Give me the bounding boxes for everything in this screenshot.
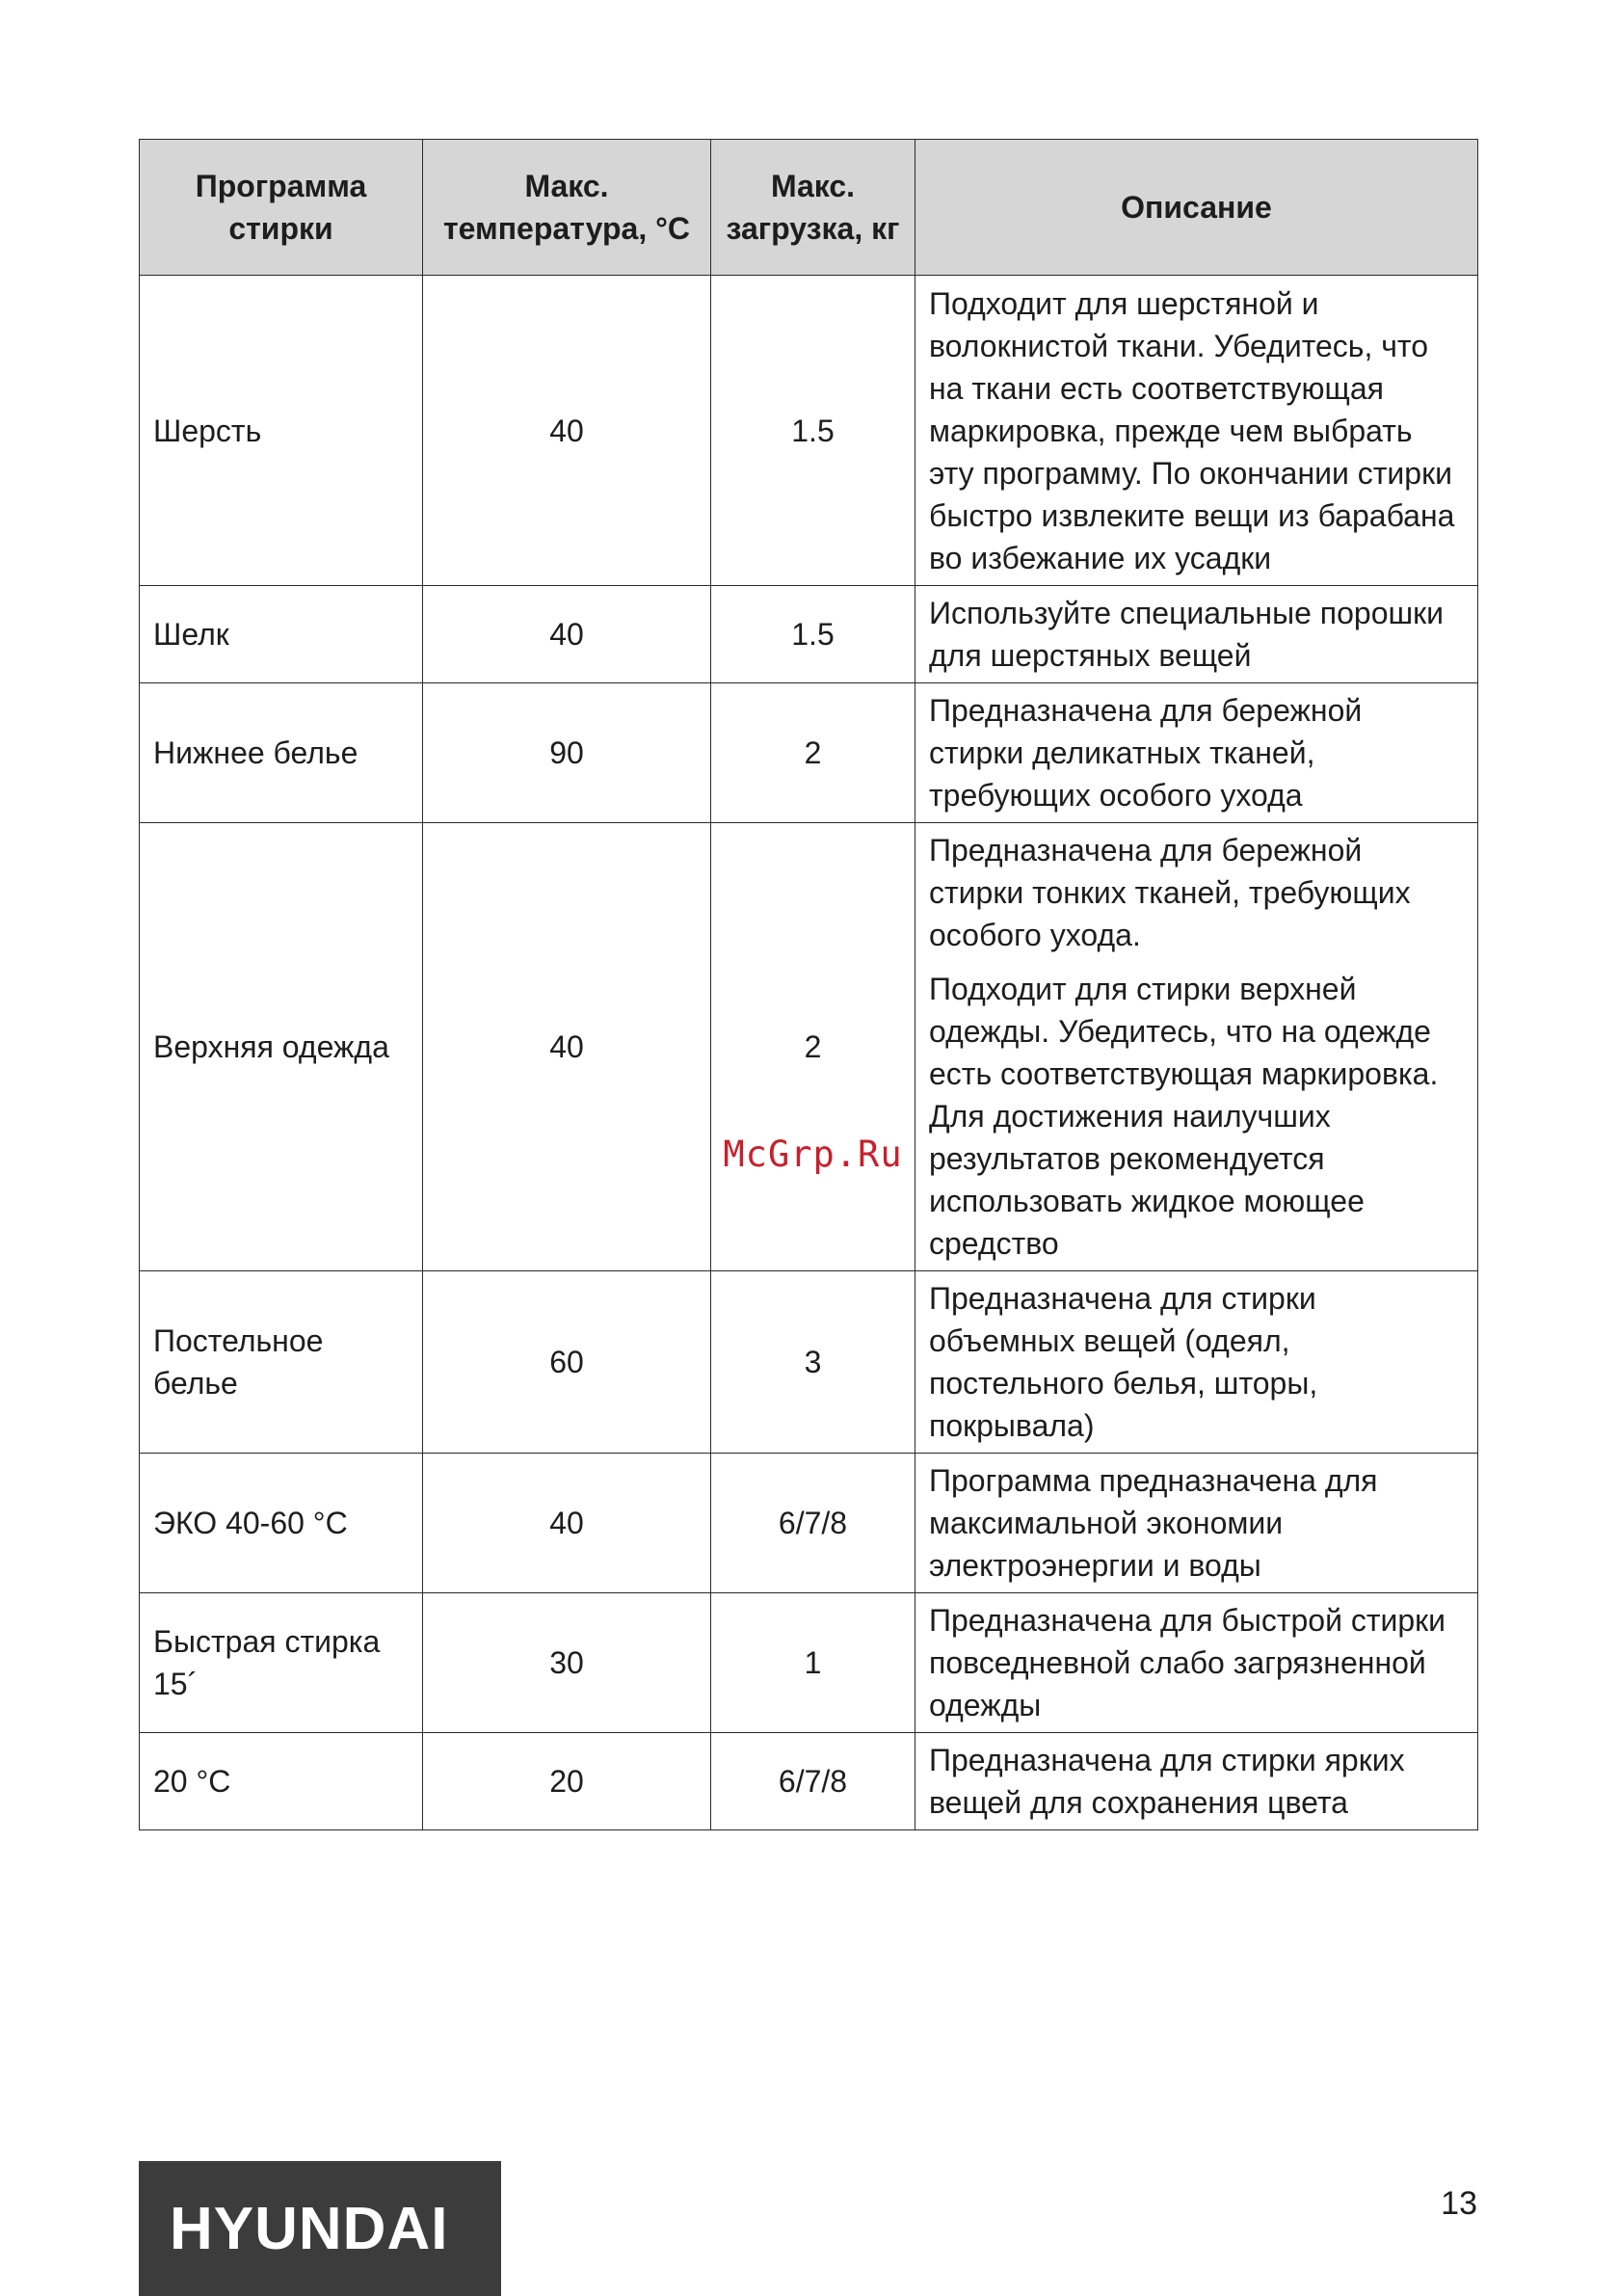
program-name: Верхняя одежда (140, 823, 423, 1271)
program-description (915, 276, 1478, 586)
program-name: ЭКО 40-60 °C (140, 1454, 423, 1593)
description-paragraph: Предназначена для стирки ярких вещей для сохранения цвета (929, 1743, 1405, 1820)
description-paragraph: Программа предназначена для максимальной экономии электроэнергии и воды (929, 1463, 1378, 1583)
max-temperature: 40 (423, 823, 711, 1271)
program-description (915, 683, 1478, 823)
header-max-load: Макс. загрузка, кг (711, 140, 915, 276)
wash-programs-table (139, 139, 1478, 1830)
description-paragraph: Предназначена для стирки объемных вещей (одеял, постельного белья, шторы, покрывала) (929, 1281, 1318, 1443)
description-paragraph: Подходит для стирки верхней одежды. Убедитесь, что на одежде есть соответствующая маркировка. Для достижения наилучших результатов рекомендуется использовать жидкое моющее средство (929, 972, 1439, 1261)
max-load: 6/7/8 (711, 1454, 915, 1593)
program-description (915, 823, 1478, 1271)
table-row (140, 1593, 1478, 1733)
max-load: 6/7/8 (711, 1733, 915, 1830)
max-load: 1.5 (711, 276, 915, 586)
program-description (915, 1454, 1478, 1593)
max-temperature: 40 (423, 276, 711, 586)
description-paragraph: Подходит для шерстяной и волокнистой ткани. Убедитесь, что на ткани есть соответствующая маркировка, прежде чем выбрать эту программу. По окончании стирки быстро извлеките вещи из барабана во избежание их усадки (929, 285, 1455, 575)
description-paragraph: Предназначена для бережной стирки тонких тканей, требующих особого ухода. (929, 833, 1411, 952)
max-temperature: 60 (423, 1271, 711, 1454)
program-name: Нижнее белье (140, 683, 423, 823)
header-description: Описание (915, 140, 1478, 276)
table-row (140, 276, 1478, 586)
program-name: Постельное белье (140, 1271, 423, 1454)
max-temperature: 20 (423, 1733, 711, 1830)
header-program: Программа стирки (140, 140, 423, 276)
brand-name: HYUNDAI (170, 2196, 449, 2262)
max-temperature: 30 (423, 1593, 711, 1733)
program-name: 20 °C (140, 1733, 423, 1830)
max-load-value: 2 (804, 1029, 822, 1064)
program-name: Шерсть (140, 276, 423, 586)
program-name: Быстрая стирка 15´ (140, 1593, 423, 1733)
program-description (915, 1733, 1478, 1830)
max-load: 1 (711, 1593, 915, 1733)
program-description (915, 1593, 1478, 1733)
hyundai-logo (139, 2161, 501, 2296)
max-load (711, 823, 915, 1271)
table-row (140, 823, 1478, 1271)
header-max-temperature: Макс. температура, °C (423, 140, 711, 276)
max-load: 2 (711, 683, 915, 823)
description-paragraph: Предназначена для бережной стирки деликатных тканей, требующих особого ухода (929, 693, 1363, 813)
table-row (140, 683, 1478, 823)
description-paragraph: Используйте специальные порошки для шерстяных вещей (929, 596, 1445, 673)
max-temperature: 90 (423, 683, 711, 823)
page-number: 13 (1441, 2185, 1477, 2222)
table-row (140, 1271, 1478, 1454)
max-temperature: 40 (423, 1454, 711, 1593)
watermark: McGrp.Ru (723, 1134, 903, 1175)
max-load: 1.5 (711, 586, 915, 683)
max-load: 3 (711, 1271, 915, 1454)
program-name: Шелк (140, 586, 423, 683)
table-row (140, 1454, 1478, 1593)
table-row (140, 1733, 1478, 1830)
description-paragraph: Предназначена для быстрой стирки повседневной слабо загрязненной одежды (929, 1603, 1446, 1722)
program-description (915, 1271, 1478, 1454)
table-row (140, 586, 1478, 683)
program-description (915, 586, 1478, 683)
max-temperature: 40 (423, 586, 711, 683)
table-header-row (140, 140, 1478, 276)
